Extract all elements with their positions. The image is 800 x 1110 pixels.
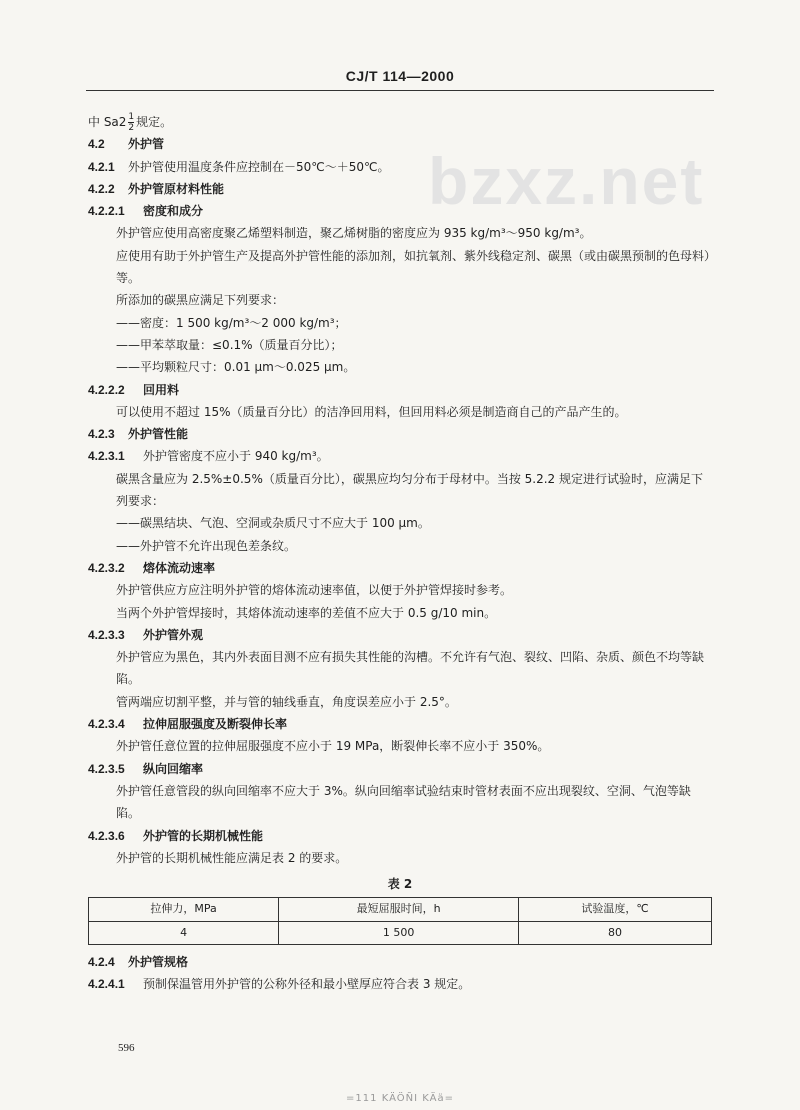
section-number: 4.2.3.5 [88, 761, 125, 776]
clause-text: 外护管使用温度条件应控制在－50℃～＋50℃。 [128, 159, 390, 174]
table-cell: 80 [519, 921, 712, 944]
clause-text: 外护管密度不应小于 940 kg/m³。 [143, 449, 329, 464]
heading-4-2-2-2 [88, 379, 712, 401]
section-title: 外护管 [128, 137, 165, 152]
heading-4-2-2-1 [88, 200, 712, 222]
paragraph: 外护管供应方应注明外护管的熔体流动速率值，以便于外护管焊接时参考。 [116, 583, 513, 598]
list-item: ——外护管不允许出现色差条纹。 [116, 538, 297, 553]
document-header: CJ/T 114—2000 [345, 68, 455, 84]
section-title: 外护管原材料性能 [128, 181, 225, 196]
section-number: 4.2.2.1 [88, 204, 125, 219]
heading-4-2-3-4 [88, 713, 712, 735]
section-title: 密度和成分 [143, 204, 204, 219]
table-header-cell: 拉伸力，MPa [89, 898, 279, 921]
heading-4-2-3-2 [88, 557, 712, 579]
heading-4-2-2 [88, 178, 712, 200]
fraction-denominator: 2 [128, 123, 135, 133]
section-title: 外护管外观 [143, 627, 204, 642]
section-title: 回用料 [143, 382, 180, 397]
section-number: 4.2.2.2 [88, 382, 125, 397]
document-body [88, 111, 712, 996]
table-title: 表 2 [387, 877, 413, 892]
clause-text: 预制保温管用外护管的公称外径和最小壁厚应符合表 3 规定。 [143, 977, 471, 992]
heading-4-2-3-3 [88, 624, 712, 646]
section-number: 4.2.3.1 [88, 449, 125, 464]
paragraph: 碳黑含量应为 2.5%±0.5%（质量百分比），碳黑应均匀分布于母材中。当按 5.2.2 规定进行试验时，应满足下列要求： [116, 471, 704, 509]
section-number: 4.2.4 [88, 954, 115, 969]
list-item: ——碳黑结块、气泡、空洞或杂质尺寸不应大于 100 μm。 [116, 516, 430, 531]
section-number: 4.2 [88, 137, 105, 152]
section-number: 4.2.3.4 [88, 717, 125, 732]
fraction [128, 112, 134, 133]
text-fragment: 中 Sa2 [88, 115, 127, 129]
watermark: bzxz.net [428, 144, 705, 218]
text-fragment: 规定。 [136, 115, 173, 129]
table-header-cell: 试验温度，℃ [519, 898, 712, 921]
clause-4-2-1 [88, 156, 712, 178]
footer-text: =111 KÄÖÑI KÄä= [346, 1093, 454, 1104]
section-title: 外护管性能 [128, 427, 189, 442]
paragraph: 外护管应为黑色，其内外表面目测不应有损失其性能的沟槽。不允许有气泡、裂纹、凹陷、杂质、颜色不均等缺陷。 [116, 650, 705, 687]
heading-4-2-3 [88, 423, 712, 445]
header-rule [86, 90, 714, 91]
section-title: 拉伸屈服强度及断裂伸长率 [143, 717, 288, 732]
table-row [89, 921, 712, 944]
paragraph: 外护管任意位置的拉伸屈服强度不应小于 19 MPa，断裂伸长率不应小于 350%。 [116, 739, 550, 754]
section-number: 4.2.4.1 [88, 977, 125, 992]
paragraph: 外护管应使用高密度聚乙烯塑料制造，聚乙烯树脂的密度应为 935 kg/m³～950 kg/m³。 [116, 226, 592, 241]
continuation-line [88, 111, 712, 133]
heading-4-2 [88, 133, 712, 155]
list-item: ——平均颗粒尺寸：0.01 μm～0.025 μm。 [116, 360, 356, 375]
table-cell: 4 [89, 921, 279, 944]
section-number: 4.2.2 [88, 181, 115, 196]
paragraph: 外护管任意管段的纵向回缩率不应大于 3%。纵向回缩率试验结束时管材表面不应出现裂纹、空洞、气泡等缺陷。 [116, 783, 691, 821]
heading-4-2-3-5 [88, 758, 712, 780]
section-number: 4.2.3.3 [88, 627, 125, 642]
table-header-row [89, 898, 712, 921]
table-2 [88, 897, 712, 945]
heading-4-2-3-6 [88, 825, 712, 847]
list-item: ——密度：1 500 kg/m³～2 000 kg/m³； [116, 315, 347, 330]
section-number: 4.2.3.2 [88, 560, 125, 575]
page-number: 596 [118, 1042, 135, 1054]
table-header-cell: 最短屈服时间，h [279, 898, 519, 921]
paragraph: 可以使用不超过 15%（质量百分比）的洁净回用料，但回用料必须是制造商自己的产品产生的。 [116, 404, 627, 419]
heading-4-2-4 [88, 951, 712, 973]
section-title: 外护管规格 [128, 954, 189, 969]
clause-4-2-4-1 [88, 973, 712, 995]
list-item: ——甲苯萃取量：≤0.1%（质量百分比）； [116, 337, 343, 352]
fraction-numerator: 1 [128, 112, 135, 122]
table-cell: 1 500 [279, 921, 519, 944]
paragraph: 当两个外护管焊接时，其熔体流动速率的差值不应大于 0.5 g/10 min。 [116, 605, 497, 620]
section-title: 熔体流动速率 [143, 560, 216, 575]
paragraph: 外护管的长期机械性能应满足表 2 的要求。 [116, 850, 348, 865]
section-number: 4.2.3.6 [88, 828, 125, 843]
paragraph: 所添加的碳黑应满足下列要求： [116, 293, 285, 308]
section-title: 外护管的长期机械性能 [143, 828, 264, 843]
section-title: 纵向回缩率 [143, 761, 204, 776]
paragraph: 管两端应切割平整，并与管的轴线垂直，角度误差应小于 2.5°。 [116, 694, 457, 709]
section-number: 4.2.1 [88, 159, 115, 174]
clause-4-2-3-1 [88, 445, 712, 467]
paragraph: 应使用有助于外护管生产及提高外护管性能的添加剂，如抗氧剂、紫外线稳定剂、碳黑（或由碳黑预制的色母料）等。 [116, 248, 711, 286]
section-number: 4.2.3 [88, 427, 115, 442]
